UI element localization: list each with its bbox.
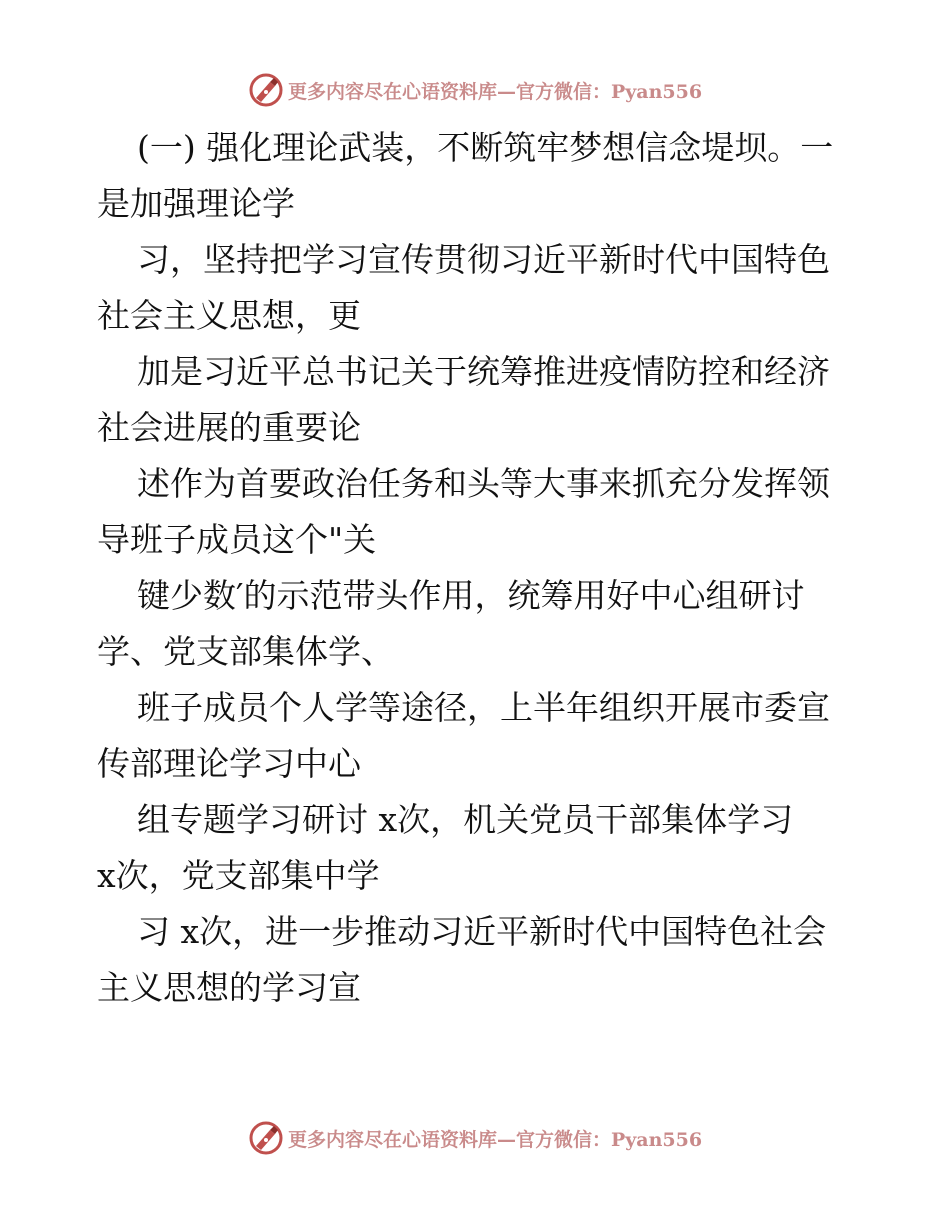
line-text-continuation: 是加强理论学 [97, 184, 295, 223]
paragraph-line [97, 456, 857, 568]
banner-text: 更多内容尽在心语资料库—官方微信：Pyan556 [287, 80, 703, 103]
line-text: 班子成员个人学等途径，上半年组织开展市委宣 [137, 688, 830, 727]
line-text: 习，坚持把学习宣传贯彻习近平新时代中国特色 [137, 240, 830, 279]
paragraph-line [97, 680, 857, 792]
paragraph-line [97, 904, 857, 1016]
seal-logo-icon [248, 72, 284, 108]
line-text: 述作为首要政治任务和头等大事来抓充分发挥领 [137, 464, 830, 503]
line-text-continuation: 社会主义思想，更 [97, 296, 361, 335]
paragraph-line [97, 792, 857, 904]
line-text: 加是习近平总书记关于统筹推进疫情防控和经济 [137, 352, 830, 391]
paragraph-line [97, 344, 857, 456]
paragraph-line [97, 568, 857, 680]
line-text-continuation: 社会进展的重要论 [97, 408, 361, 447]
line-text: 键少数′的示范带头作用，统筹用好中心组研讨 [137, 576, 805, 615]
line-text: 习 x次，进一步推动习近平新时代中国特色社会 [137, 912, 827, 951]
document-body [97, 120, 857, 1016]
line-text-continuation: 传部理论学习中心 [97, 744, 361, 783]
paragraph-line [97, 120, 857, 232]
line-text: (一) 强化理论武装，不断筑牢梦想信念堤坝。一 [137, 128, 834, 167]
line-text-continuation: 学、党支部集体学、 [97, 632, 394, 671]
line-text-continuation: 导班子成员这个"关 [97, 520, 377, 559]
line-text: 组专题学习研讨 x次，机关党员干部集体学习 [137, 800, 794, 839]
paragraph-line [97, 232, 857, 344]
banner-text: 更多内容尽在心语资料库—官方微信：Pyan556 [287, 1128, 703, 1151]
line-text-continuation: x次，党支部集中学 [97, 856, 380, 895]
footer-banner [0, 1118, 950, 1158]
header-banner [0, 70, 950, 110]
line-text-continuation: 主义思想的学习宣 [97, 968, 361, 1007]
seal-logo-icon [248, 1120, 284, 1156]
